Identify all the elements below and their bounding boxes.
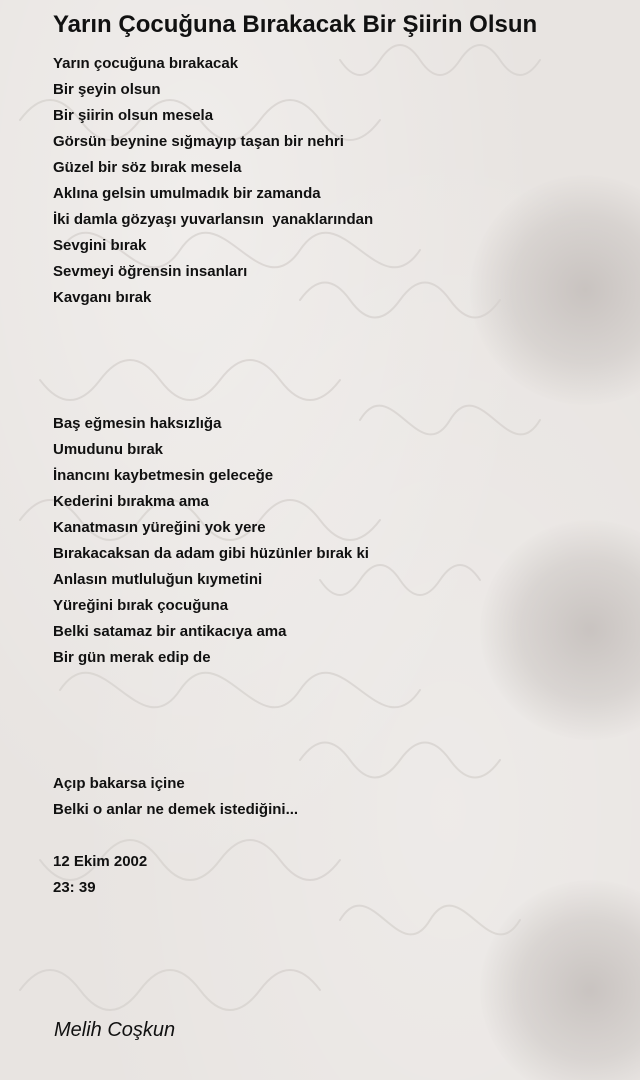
poem-line: Kanatmasın yüreğini yok yere	[53, 519, 266, 536]
poem-author: Melih Coşkun	[54, 1019, 176, 1041]
poem-line: Görsün beynine sığmayıp taşan bir nehri	[53, 133, 344, 150]
poem-line: İki damla gözyaşı yuvarlansın yanaklarından	[53, 211, 374, 228]
poem-line: Sevmeyi öğrensin insanları	[53, 263, 248, 280]
poem-line: Kederini bırakma ama	[53, 493, 209, 510]
poem-line: Bir gün merak edip de	[53, 649, 211, 666]
poem-line: Bırakacaksan da adam gibi hüzünler bırak ki	[53, 545, 369, 562]
poem-line: Aklına gelsin umulmadık bir zamanda	[53, 185, 321, 202]
poem-line: Güzel bir söz bırak mesela	[53, 159, 242, 176]
poem-line: İnancını kaybetmesin geleceğe	[53, 467, 274, 484]
poem-line: Yüreğini bırak çocuğuna	[53, 597, 229, 614]
stanza-1	[53, 51, 373, 311]
poem-line: Anlasın mutluluğun kıymetini	[53, 571, 263, 588]
time-line: 23: 39	[53, 879, 96, 896]
poem-line: Baş eğmesin haksızlığa	[53, 415, 222, 432]
stanza-2	[53, 411, 369, 671]
poem-date	[53, 849, 147, 901]
poem-line: Yarın çocuğuna bırakacak	[53, 55, 239, 72]
poem-line: Belki o anlar ne demek istediğini...	[53, 801, 299, 818]
poem-line: Bir şeyin olsun	[53, 81, 161, 98]
poem-line: Sevgini bırak	[53, 237, 147, 254]
poem-line: Kavganı bırak	[53, 289, 152, 306]
poem-line: Bir şiirin olsun mesela	[53, 107, 214, 124]
poem-line: Açıp bakarsa içine	[53, 775, 185, 792]
poem-line: Umudunu bırak	[53, 441, 164, 458]
stanza-3	[53, 771, 298, 823]
poem-line: Belki satamaz bir antikacıya ama	[53, 623, 287, 640]
date-line: 12 Ekim 2002	[53, 853, 148, 870]
poem-title: Yarın Çocuğuna Bırakacak Bir Şiirin Olsun	[53, 11, 538, 38]
